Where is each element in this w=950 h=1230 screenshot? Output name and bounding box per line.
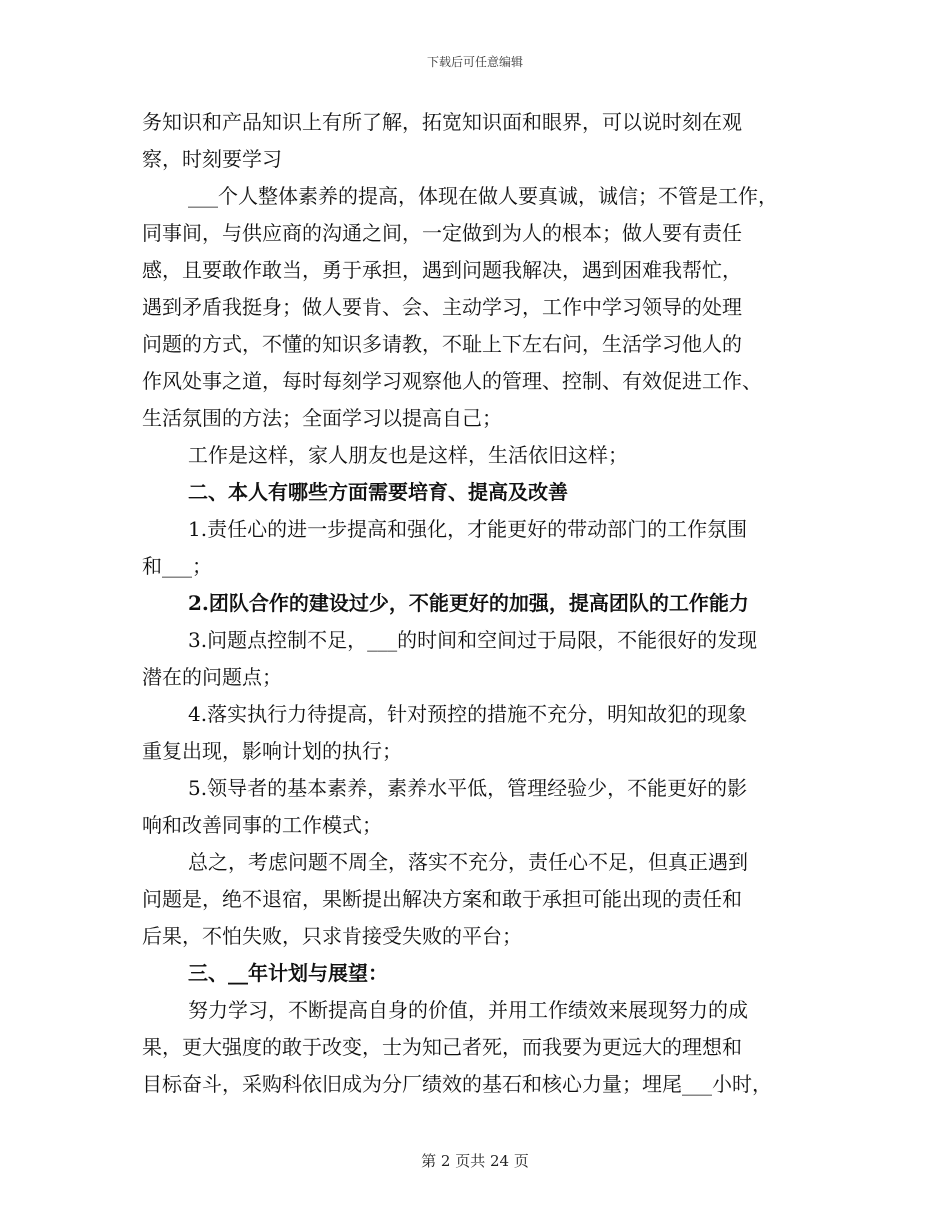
text-line: 同事间，与供应商的沟通之间，一定做到为人的根本；做人要有责任	[142, 221, 742, 245]
text-line: 问题的方式，不懂的知识多请教，不耻上下左右问，生活学习他人的	[142, 332, 742, 356]
text-line: ___个人整体素养的提高，体现在做人要真诚，诚信；不管是工作，	[188, 184, 778, 208]
text-line: 作风处事之道，每时每刻学习观察他人的管理、控制、有效促进工作、	[142, 369, 762, 393]
text-line: 潜在的问题点；	[142, 665, 282, 689]
text-line: 目标奋斗，采购科依旧成为分厂绩效的基石和核心力量；埋尾___小时，	[142, 1072, 772, 1096]
text-line: 和___；	[142, 554, 212, 578]
page-footer: 第 2 页共 24 页	[421, 1152, 529, 1170]
text-line: 果，更大强度的敢于改变，士为知己者死，而我要为更远大的理想和	[142, 1035, 742, 1059]
text-line: 总之，考虑问题不周全，落实不充分，责任心不足，但真正遇到	[188, 850, 748, 874]
section-heading: 2.团队合作的建设过少，不能更好的加强，提高团队的工作能力	[188, 591, 749, 615]
text-line: 工作是这样，家人朋友也是这样，生活依旧这样；	[188, 443, 628, 467]
text-line: 感，且要敢作敢当，勇于承担，遇到问题我解决，遇到困难我帮忙，	[142, 258, 742, 282]
text-line: 5.领导者的基本素养，素养水平低，管理经验少，不能更好的影	[188, 776, 748, 800]
document-body	[142, 104, 812, 1103]
text-line: 后果，不怕失败，只求肯接受失败的平台；	[142, 924, 522, 948]
text-line: 遇到矛盾我挺身；做人要肯、会、主动学习，工作中学习领导的处理	[142, 295, 742, 319]
text-line: 生活氛围的方法；全面学习以提高自己；	[142, 406, 502, 430]
text-line: 努力学习，不断提高自身的价值，并用工作绩效来展现努力的成	[188, 998, 748, 1022]
text-line: 4.落实执行力待提高，针对预控的措施不充分，明知故犯的现象	[188, 702, 748, 726]
text-line: 察，时刻要学习	[142, 147, 282, 171]
text-line: 务知识和产品知识上有所了解，拓宽知识面和眼界，可以说时刻在观	[142, 110, 742, 134]
text-line: 问题是，绝不退宿，果断提出解决方案和敢于承担可能出现的责任和	[142, 887, 742, 911]
section-heading: 二、本人有哪些方面需要培育、提高及改善	[188, 480, 568, 504]
section-heading: 三、__年计划与展望：	[188, 961, 388, 985]
text-line: 1.责任心的进一步提高和强化，才能更好的带动部门的工作氛围	[188, 517, 748, 541]
text-line: 响和改善同事的工作模式；	[142, 813, 382, 837]
text-line: 重复出现，影响计划的执行；	[142, 739, 402, 763]
text-line: 3.问题点控制不足，___的时间和空间过于局限，不能很好的发现	[188, 628, 758, 652]
page-header: 下载后可任意编辑	[426, 55, 523, 69]
